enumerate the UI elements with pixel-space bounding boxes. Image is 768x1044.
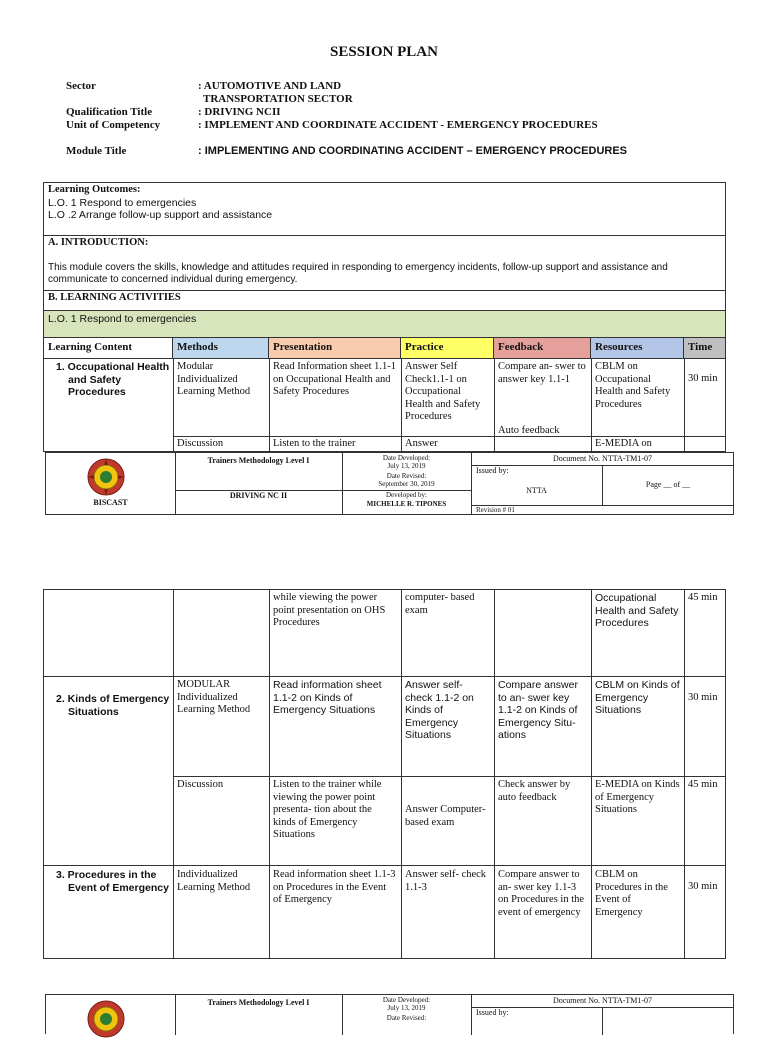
row-procedures-practice: Answer self- check 1.1-3 (405, 869, 487, 893)
row-kinds-practice: Answer self- check 1.1-2 on Kinds of Emergency Situations (405, 679, 474, 742)
row-discussion-feedback: Check answer by auto feedback (498, 779, 571, 803)
document-number: Document No. NTTA-TM1-07 (552, 454, 653, 463)
row-discussion-practice: Answer Computer- based exam (405, 804, 486, 828)
sector-label: Sector (66, 80, 96, 92)
qualification-value: : DRIVING NCII (198, 106, 281, 118)
footer2-document-number: Document No. NTTA-TM1-07 (552, 996, 653, 1005)
issuer: NTTA (526, 486, 547, 495)
footer2-date-developed-label: Date Developed: (382, 996, 431, 1004)
date-revised: September 30, 2019 (378, 480, 435, 488)
col-practice: Practice (401, 338, 494, 358)
row1-content: 1. Occupational Health and Safety Procedures (56, 361, 170, 399)
col-methods: Methods (173, 338, 269, 358)
cont-resources: Occupational Health and Safety Procedures (595, 592, 679, 630)
row-kinds-content: 2. Kinds of Emergency Situations (56, 693, 170, 718)
row1-practice: Answer Self Check1.1-1 on Occupational Health and Safety Procedures (405, 361, 481, 423)
date-developed-label: Date Developed: (382, 454, 431, 462)
column-header-row (44, 338, 725, 358)
cont-presentation: while viewing the power point presentation on OHS Procedures (273, 592, 386, 629)
lo2-text: L.O .2 Arrange follow-up support and assistance (48, 209, 273, 222)
footer2-date-revised-label: Date Revised: (386, 1014, 427, 1022)
row-procedures-content: 3. Procedures in the Event of Emergency (56, 869, 169, 894)
row2-method: Discussion (177, 438, 224, 449)
row2-presentation: Listen to the trainer (273, 438, 356, 449)
school-logo-icon (86, 457, 126, 497)
footer-table-2 (45, 994, 734, 1034)
col-resources: Resources (591, 338, 684, 358)
qualification-label: Qualification Title (66, 106, 153, 118)
row1-time: 30 min (688, 373, 718, 384)
row1-feedback-auto: Auto feedback (498, 425, 560, 436)
revision-number: Revision # 01 (476, 506, 515, 514)
learning-outcomes-heading: Learning Outcomes: (48, 184, 141, 195)
row1-resources: CBLM on Occupational Health and Safety Procedures (595, 361, 671, 410)
module-value: : IMPLEMENTING AND COORDINATING ACCIDENT – EMERGENCY PROCEDURES (198, 145, 628, 157)
introduction (44, 236, 725, 291)
row-procedures-presentation: Read information sheet 1.1-3 on Procedures in the Event of Emergency (273, 869, 396, 906)
row1-presentation: Read Information sheet 1.1-1 on Occupational Health and Safety Procedures (273, 361, 397, 398)
date-developed: July 13, 2019 (387, 462, 426, 470)
introduction-text: This module covers the skills, knowledge and attitudes required in responding to emergency incidents, follow-up support and assistance and communicate to concerned individual during emergency. (48, 261, 668, 286)
row2-practice: Answer (405, 438, 438, 449)
row-procedures-method: Individualized Learning Method (177, 869, 251, 893)
row-kinds-resources: CBLM on Kinds of Emergency Situations (595, 679, 680, 717)
session-table-continued (43, 589, 726, 959)
col-feedback: Feedback (494, 338, 591, 358)
school-logo-icon-2 (86, 999, 126, 1039)
page-title: SESSION PLAN (330, 44, 438, 60)
row-kinds-feedback: Compare answer to an- swer key 1.1-2 on Kinds of Emergency Situ- ations (498, 679, 578, 742)
sector-value: : AUTOMOTIVE AND LAND (198, 80, 342, 92)
developed-by-label: Developed by: (385, 491, 427, 499)
footer-qualification: DRIVING NC II (229, 491, 288, 500)
col-presentation: Presentation (269, 338, 401, 358)
row-procedures-time: 30 min (688, 881, 718, 892)
row-procedures-resources: CBLM on Procedures in the Event of Emergency (595, 869, 668, 918)
row1-method: Modular Individualized Learning Method (177, 361, 251, 398)
col-learning-content: Learning Content (44, 338, 173, 358)
sector-value-cont: TRANSPORTATION SECTOR (203, 93, 353, 105)
footer2-issued-by-label: Issued by: (476, 1008, 509, 1017)
footer2-course: Trainers Methodology Level I (207, 998, 310, 1007)
footer2-date-developed: July 13, 2019 (387, 1004, 426, 1012)
row-discussion-resources: E-MEDIA on Kinds of Emergency Situations (595, 779, 680, 816)
session-table (43, 182, 726, 452)
row2-resources: E-MEDIA on (595, 438, 652, 449)
learning-outcomes (44, 183, 725, 235)
cont-practice: computer- based exam (405, 592, 475, 616)
col-time: Time (684, 338, 725, 358)
learning-activities-heading: B. LEARNING ACTIVITIES (48, 292, 181, 303)
row-discussion-presentation: Listen to the trainer while viewing the power point presenta- tion about the kinds of Emergency Situations (273, 779, 382, 841)
row-discussion-method: Discussion (177, 779, 224, 790)
row-kinds-presentation: Read information sheet 1.1-2 on Kinds of Emergency Situations (273, 679, 382, 717)
row-procedures-feedback: Compare answer to an- swer key 1.1-3 on Procedures in the event of emergency (498, 869, 585, 918)
row-kinds-method: MODULAR Individualized Learning Method (177, 679, 251, 716)
date-revised-label: Date Revised: (386, 472, 427, 480)
developer-name: MICHELLE R. TIPONES (366, 500, 447, 508)
row-discussion-time: 45 min (688, 779, 718, 790)
unit-value: : IMPLEMENT AND COORDINATE ACCIDENT - EMERGENCY PROCEDURES (198, 119, 598, 131)
issued-by-label: Issued by: (476, 466, 509, 475)
introduction-heading: A. INTRODUCTION: (48, 237, 149, 248)
unit-label: Unit of Competency (66, 119, 161, 131)
row1-feedback: Compare an- swer to answer key 1.1-1 (498, 361, 586, 385)
lo1-text: L.O. 1 Respond to emergencies (48, 196, 197, 209)
module-label: Module Title (66, 145, 127, 157)
school-name: BISCAST (93, 498, 128, 507)
page-number: Page __ of __ (645, 480, 691, 489)
cont-time: 45 min (688, 592, 718, 603)
row-kinds-time: 30 min (688, 692, 718, 703)
footer-table (45, 452, 734, 515)
footer-course: Trainers Methodology Level I (207, 456, 310, 465)
lo-band: L.O. 1 Respond to emergencies (44, 311, 725, 337)
